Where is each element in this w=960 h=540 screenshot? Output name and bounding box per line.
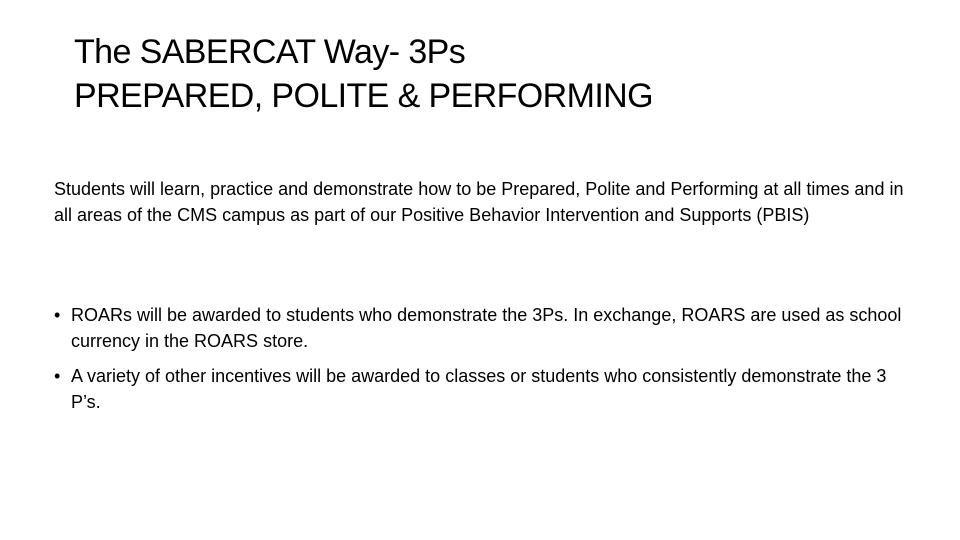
bullet-text: ROARs will be awarded to students who demonstrate the 3Ps. In exchange, ROARS are used as school currency in the ROARS store. xyxy=(71,305,902,351)
bullet-item-roars xyxy=(54,302,904,354)
bullet-icon: • xyxy=(54,305,61,325)
bullet-text: A variety of other incentives will be awarded to classes or students who consistently demonstrate the 3 P’s. xyxy=(71,366,887,412)
bullet-list xyxy=(54,302,904,424)
bullet-item-incentives xyxy=(54,363,904,415)
intro-paragraph: Students will learn, practice and demonstrate how to be Prepared, Polite and Performing at all times and in all areas of the CMS campus as part of our Positive Behavior Intervention and Supports (PBIS) xyxy=(54,179,904,225)
title-line-1: The SABERCAT Way- 3Ps xyxy=(74,33,466,71)
bullet-icon: • xyxy=(54,366,61,386)
slide-title xyxy=(74,30,894,118)
title-line-2: PREPARED, POLITE & PERFORMING xyxy=(74,77,653,115)
